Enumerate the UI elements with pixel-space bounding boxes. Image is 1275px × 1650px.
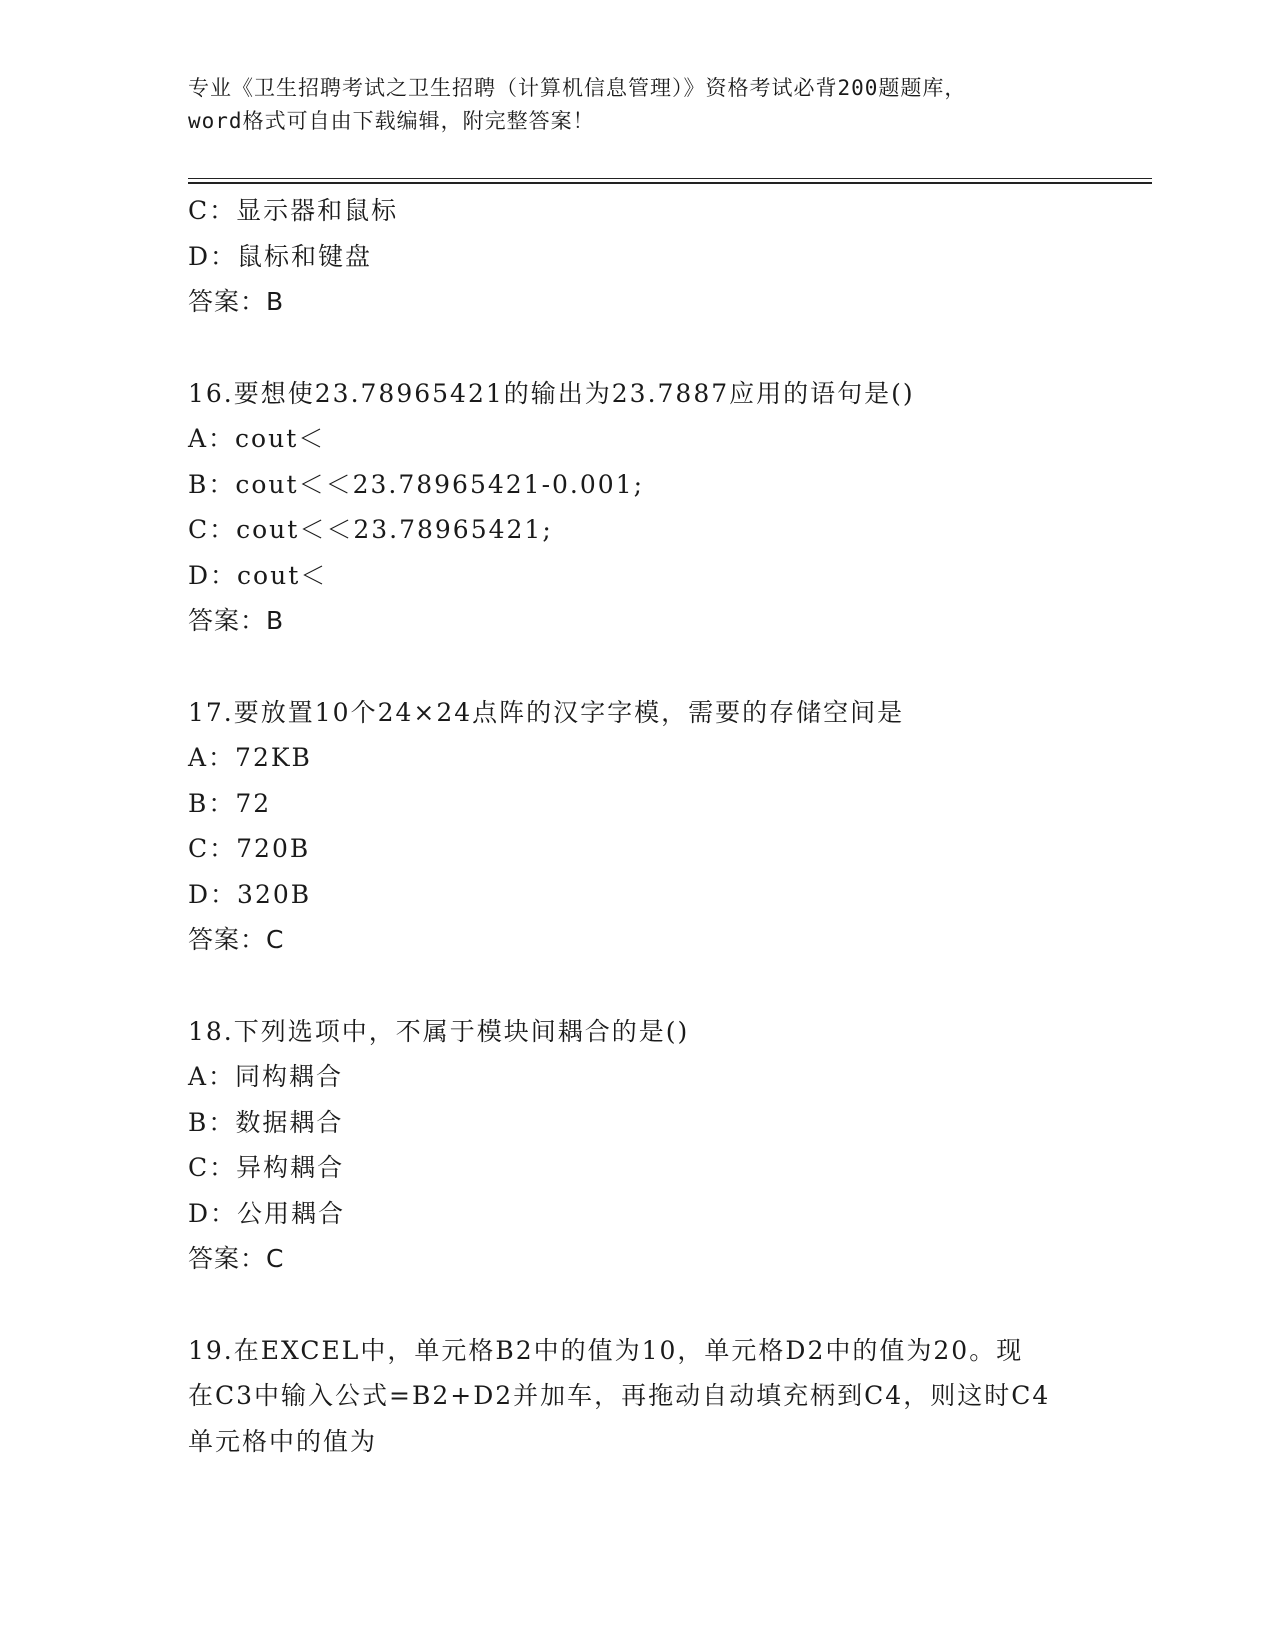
option-d: D：公用耦合 — [188, 1198, 346, 1228]
question-text-line-1: 19.在EXCEL中，单元格B2中的值为10，单元格D2中的值为20。现 — [188, 1335, 1024, 1365]
answer-label: 答案：B — [188, 287, 285, 316]
option-c: C：异构耦合 — [188, 1153, 345, 1182]
option-c: C：显示器和鼠标 — [188, 196, 399, 225]
question-text: 17.要放置10个24×24点阵的汉字字模，需要的存储空间是 — [188, 697, 905, 727]
question-19 — [188, 1328, 1088, 1465]
header-line-2: word格式可自由下载编辑，附完整答案！ — [188, 109, 595, 133]
question-15-tail — [188, 188, 1088, 325]
spacer — [188, 1282, 1088, 1328]
question-text: 16.要想使23.78965421的输出为23.7887应用的语句是() — [188, 378, 915, 408]
option-b: B：72 — [188, 788, 272, 818]
answer-label: 答案：C — [188, 925, 285, 954]
option-b: B：cout＜＜23.78965421-0.001; — [188, 469, 645, 499]
question-18 — [188, 1009, 1088, 1282]
header-divider-thin — [188, 178, 1152, 179]
option-d: D：cout＜ — [188, 560, 328, 590]
question-list — [188, 188, 1088, 1464]
option-a: A：cout＜ — [188, 424, 326, 453]
question-text-line-2: 在C3中输入公式=B2+D2并加车，再拖动自动填充柄到C4，则这时C4 — [188, 1381, 1051, 1410]
header-line-1: 专业《卫生招聘考试之卫生招聘（计算机信息管理）》资格考试必背200题题库， — [188, 76, 967, 100]
document-header — [188, 72, 1088, 138]
header-divider-thick — [188, 182, 1152, 184]
option-c: C：cout＜＜23.78965421; — [188, 515, 553, 544]
spacer — [188, 963, 1088, 1009]
question-text: 18.下列选项中，不属于模块间耦合的是() — [188, 1016, 690, 1046]
answer-label: 答案：B — [188, 606, 285, 635]
question-17 — [188, 690, 1088, 963]
option-c: C：720B — [188, 834, 311, 863]
answer-label: 答案：C — [188, 1244, 285, 1273]
option-d: D：320B — [188, 879, 312, 909]
option-b: B：数据耦合 — [188, 1107, 344, 1137]
question-text-line-3: 单元格中的值为 — [188, 1426, 378, 1456]
spacer — [188, 644, 1088, 690]
question-16 — [188, 371, 1088, 644]
option-a: A：同构耦合 — [188, 1062, 344, 1091]
option-a: A：72KB — [188, 743, 312, 772]
spacer — [188, 325, 1088, 371]
option-d: D：鼠标和键盘 — [188, 241, 373, 271]
